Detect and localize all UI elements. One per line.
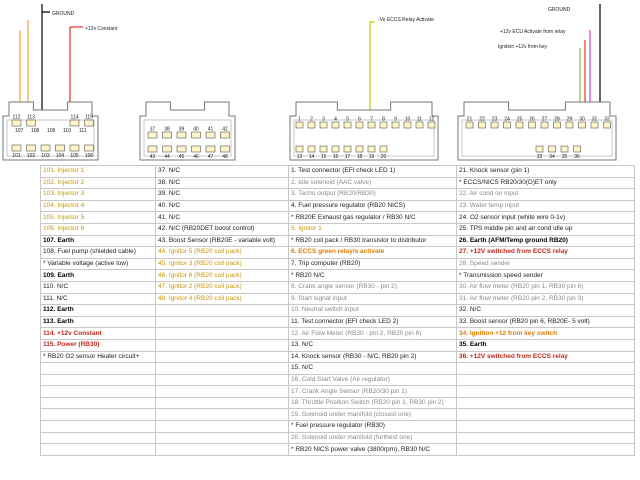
pin-number-9: 9 xyxy=(394,116,397,123)
pin-socket xyxy=(12,120,21,126)
table-cell: 39. N/C xyxy=(156,189,289,201)
pin-number-8: 8 xyxy=(382,116,385,123)
table-row xyxy=(41,258,635,270)
table-cell: 31. Air flow meter (RB20 pin 2, RB30 pin 3) xyxy=(457,293,635,305)
pin-socket xyxy=(221,132,230,138)
pin-number-27: 27 xyxy=(541,116,548,123)
pin-number-113: 113 xyxy=(27,114,35,121)
pin-number-36: 36 xyxy=(574,154,580,160)
pin-socket xyxy=(566,122,573,128)
table-cell: 25. TPS middle pin and air cond idle up xyxy=(457,223,635,235)
table-cell: 17. Crank Angle Sensor (RB20/30 pin 1) xyxy=(289,386,457,398)
table-cell xyxy=(156,397,289,409)
pin-socket xyxy=(27,145,36,151)
pin-socket xyxy=(192,132,201,138)
table-cell xyxy=(457,432,635,444)
pin-number-106: 106 xyxy=(84,153,94,159)
table-cell: 6. ECCS green relay/s activate xyxy=(289,247,457,259)
table-row xyxy=(41,200,635,212)
table-row xyxy=(41,316,635,328)
table-row xyxy=(41,281,635,293)
pin-socket xyxy=(356,122,363,128)
table-cell xyxy=(41,409,156,421)
pin-number-37: 37 xyxy=(149,126,156,133)
pin-socket xyxy=(206,132,215,138)
table-cell: 37. N/C xyxy=(156,166,289,178)
pin-number-1: 1 xyxy=(298,116,301,123)
table-cell: 19. Solenoid under manifold (closest one) xyxy=(289,409,457,421)
table-cell: 47. Ignitor 2 (RB20 coil pack) xyxy=(156,281,289,293)
table-cell: 40. N/C xyxy=(156,200,289,212)
table-cell: 35. Earth xyxy=(457,339,635,351)
table-cell: 115. Power (RB30) xyxy=(41,339,156,351)
wire-ground-left-black xyxy=(42,4,50,12)
table-cell: 34. Ignition +12 from key switch xyxy=(457,328,635,340)
table-cell: 105. Injector 5 xyxy=(41,212,156,224)
wire-label-ground-left: GROUND xyxy=(52,11,75,17)
pin-socket xyxy=(148,146,157,152)
table-row xyxy=(41,189,635,201)
pin-socket xyxy=(516,122,523,128)
pin-socket xyxy=(380,122,387,128)
connector-1 xyxy=(3,102,98,160)
connectors xyxy=(3,102,616,160)
table-cell: * RB20 N/C xyxy=(289,270,457,282)
pin-socket xyxy=(70,145,79,151)
pin-number-3: 3 xyxy=(322,116,325,123)
pin-number-35: 35 xyxy=(561,154,568,160)
pin-socket xyxy=(206,146,215,152)
pin-socket xyxy=(504,122,511,128)
table-cell: 4. Fuel pressure regulator (RB20 NICS) xyxy=(289,200,457,212)
pin-number-103: 103 xyxy=(41,153,50,159)
table-row xyxy=(41,305,635,317)
pin-number-105: 105 xyxy=(70,153,79,159)
table-cell xyxy=(457,374,635,386)
table-cell: 33. Boost sensor (RB20 pin 6, RB20E- 5 volt) xyxy=(457,316,635,328)
pin-socket xyxy=(192,146,201,152)
pin-number-30: 30 xyxy=(579,116,585,123)
table-cell: 26. Earth (AFM/Temp ground RB20) xyxy=(457,235,635,247)
table-cell: 10. Neutral switch input xyxy=(289,305,457,317)
table-cell: 13. N/C xyxy=(289,339,457,351)
table-cell: 103. Injector 3 xyxy=(41,189,156,201)
table-row xyxy=(41,328,635,340)
table-cell xyxy=(156,316,289,328)
table-row xyxy=(41,444,635,456)
table-cell xyxy=(457,409,635,421)
pin-number-38: 38 xyxy=(164,126,170,133)
table-cell: 111. N/C xyxy=(41,293,156,305)
pin-socket xyxy=(479,122,486,128)
pin-number-19: 19 xyxy=(368,154,375,160)
pin-number-34: 34 xyxy=(549,154,555,160)
table-row xyxy=(41,374,635,386)
pin-socket xyxy=(332,122,339,128)
table-cell: 24. O2 sensor input (white wire 0-1v) xyxy=(457,212,635,224)
pin-socket xyxy=(428,122,435,128)
table-cell: 15. N/C xyxy=(289,363,457,375)
pin-socket xyxy=(85,145,94,151)
table-cell: 28. Speed sender xyxy=(457,258,635,270)
pin-number-115: 115 xyxy=(85,114,93,121)
pin-number-39: 39 xyxy=(178,126,185,133)
pin-socket xyxy=(536,146,543,152)
pin-number-4: 4 xyxy=(334,116,337,123)
table-cell: 36. +12V switched from ECCS relay xyxy=(457,351,635,363)
pin-socket xyxy=(591,122,598,128)
table-row xyxy=(41,409,635,421)
table-cell xyxy=(41,397,156,409)
table-cell: 102. Injector 2 xyxy=(41,177,156,189)
pin-socket xyxy=(163,132,172,138)
table-cell xyxy=(41,444,156,456)
table-row xyxy=(41,351,635,363)
table-cell xyxy=(41,374,156,386)
pin-number-41: 41 xyxy=(207,126,214,133)
pin-number-48: 48 xyxy=(222,154,228,160)
pin-socket xyxy=(332,146,339,152)
pin-socket xyxy=(308,146,315,152)
pin-socket xyxy=(177,132,186,138)
table-row xyxy=(41,235,635,247)
pin-socket xyxy=(148,132,157,138)
table-cell xyxy=(41,363,156,375)
pin-number-110: 110 xyxy=(63,128,71,134)
table-cell: * RB20 O2 sensor Heater circuit+ xyxy=(41,351,156,363)
pin-number-16: 16 xyxy=(332,154,339,160)
table-cell: 8. Crank angle sensor (RB30 - pin 2) xyxy=(289,281,457,293)
pin-number-29: 29 xyxy=(566,116,573,123)
pin-socket xyxy=(56,145,65,151)
table-cell: 110. N/C xyxy=(41,281,156,293)
pin-socket xyxy=(392,122,399,128)
table-cell xyxy=(457,444,635,456)
pin-socket xyxy=(163,146,172,152)
pin-socket xyxy=(466,122,473,128)
table-cell: 46. Ignitor 6 (RB20 coil pack) xyxy=(156,270,289,282)
table-row xyxy=(41,432,635,444)
pin-number-28: 28 xyxy=(554,116,560,123)
table-cell xyxy=(156,432,289,444)
table-row xyxy=(41,177,635,189)
pin-number-18: 18 xyxy=(356,154,363,160)
table-cell: 45. Ignitor 3 (RB20 coil pack) xyxy=(156,258,289,270)
pin-number-33: 33 xyxy=(536,154,543,160)
table-cell: 41. N/C xyxy=(156,212,289,224)
wire-label-12v-constant: +12v Constant xyxy=(85,26,118,32)
pin-socket xyxy=(368,146,375,152)
table-cell: 27. +12V switched from ECCS relay xyxy=(457,247,635,259)
pin-socket xyxy=(579,122,586,128)
table-row xyxy=(41,421,635,433)
table-cell xyxy=(156,409,289,421)
table-cell: 101. Injector 1 xyxy=(41,166,156,178)
pin-socket xyxy=(404,122,411,128)
table-cell: * ECCS/NICS RB20/30(D)ET only xyxy=(457,177,635,189)
pin-socket xyxy=(529,122,536,128)
table-cell: 109. Earth xyxy=(41,270,156,282)
connector-2 xyxy=(140,102,235,160)
table-cell xyxy=(156,351,289,363)
table-cell: 14. Knock sensor (RB30 - N/C, RB20 pin 2) xyxy=(289,351,457,363)
pin-socket xyxy=(320,146,327,152)
pin-socket xyxy=(41,145,50,151)
pin-socket xyxy=(416,122,423,128)
pin-number-112: 112 xyxy=(12,114,21,121)
pin-number-109: 109 xyxy=(47,128,56,134)
pin-number-43: 43 xyxy=(149,154,156,160)
table-cell: 7. Trip computer (RB20) xyxy=(289,258,457,270)
table-cell: 2. Idle solenoid (AAC valve) xyxy=(289,177,457,189)
table-cell: 32. N/C xyxy=(457,305,635,317)
pin-number-10: 10 xyxy=(404,116,411,123)
pin-number-21: 21 xyxy=(466,116,473,123)
pin-socket xyxy=(70,120,79,126)
table-row xyxy=(41,339,635,351)
table-cell xyxy=(156,305,289,317)
table-cell: 106. Injector 6 xyxy=(41,223,156,235)
table-cell xyxy=(156,386,289,398)
table-cell: 9. Start signal input xyxy=(289,293,457,305)
pin-number-23: 23 xyxy=(491,116,498,123)
pin-number-46: 46 xyxy=(193,154,199,160)
pin-socket xyxy=(85,120,94,126)
pin-number-25: 25 xyxy=(516,116,523,123)
table-cell: 104. Injector 4 xyxy=(41,200,156,212)
pin-socket xyxy=(368,122,375,128)
table-cell: 112. Earth xyxy=(41,305,156,317)
pin-number-111: 111 xyxy=(79,128,87,134)
table-cell xyxy=(156,444,289,456)
pin-socket xyxy=(308,122,315,128)
table-cell xyxy=(457,397,635,409)
pin-socket xyxy=(356,146,363,152)
pin-number-13: 13 xyxy=(296,154,303,160)
table-cell: 30. Air flow meter (RB20 pin 1, RB30 pin 6) xyxy=(457,281,635,293)
pin-number-6: 6 xyxy=(358,116,361,123)
table-cell: 11. Test connector (EFI check LED 2) xyxy=(289,316,457,328)
pin-number-7: 7 xyxy=(370,116,373,123)
table-cell: * RB20 coil pack / RB30 transistor to distributor xyxy=(289,235,457,247)
table-cell xyxy=(156,339,289,351)
table-row xyxy=(41,212,635,224)
table-cell: * RB20E Exhaust gas regulator / RB30 N/C xyxy=(289,212,457,224)
table-cell: 5. Ignitor 1 xyxy=(289,223,457,235)
table-cell: 1. Test connector (EFI check LED 1) xyxy=(289,166,457,178)
table-cell xyxy=(156,363,289,375)
pin-socket xyxy=(380,146,387,152)
table-cell: 43. Boost Sensor (RB20E - variable volt) xyxy=(156,235,289,247)
pin-socket xyxy=(344,146,351,152)
pin-number-11: 11 xyxy=(416,116,423,123)
pin-socket xyxy=(320,122,327,128)
pin-number-12: 12 xyxy=(428,116,435,123)
pin-number-31: 31 xyxy=(591,116,598,123)
table-row xyxy=(41,363,635,375)
pin-number-24: 24 xyxy=(504,116,510,123)
pin-socket xyxy=(27,120,36,126)
pin-socket xyxy=(12,145,21,151)
table-cell: 12. Air Flow Meter (RB30 - pin 2, RB20 pin 6) xyxy=(289,328,457,340)
table-cell: 48. Ignitor 4 (RB20 coil pack) xyxy=(156,293,289,305)
pin-socket xyxy=(491,122,498,128)
table-cell: * Fuel pressure regulator (RB30) xyxy=(289,421,457,433)
table-cell: 21. Knock sensor (pin 1) xyxy=(457,166,635,178)
pin-number-17: 17 xyxy=(344,154,351,160)
table-cell: 20. Solenoid under manifold (furthest one) xyxy=(289,432,457,444)
table-cell: 114. +12v Constant xyxy=(41,328,156,340)
pin-socket xyxy=(561,146,568,152)
pin-number-32: 32 xyxy=(604,116,610,123)
pin-number-14: 14 xyxy=(308,154,315,160)
table-cell xyxy=(457,386,635,398)
connector-4 xyxy=(458,102,616,160)
pin-socket xyxy=(344,122,351,128)
table-row xyxy=(41,166,635,178)
pin-number-45: 45 xyxy=(178,154,185,160)
table-cell xyxy=(41,421,156,433)
table-cell xyxy=(156,374,289,386)
pin-socket xyxy=(604,122,611,128)
pin-number-40: 40 xyxy=(193,126,199,133)
wire-label-eccs-relay: -Ve ECCS Relay Activate xyxy=(378,17,434,23)
pin-socket xyxy=(177,146,186,152)
table-cell: * RB20 NICS power valve (3800rpm), RB30 N/C xyxy=(289,444,457,456)
pin-number-107: 107 xyxy=(15,128,24,134)
table-row xyxy=(41,386,635,398)
pin-number-5: 5 xyxy=(346,116,349,123)
table-row xyxy=(41,270,635,282)
wire-label-ecu-activate: +12v ECU Activate from relay xyxy=(500,29,566,35)
pin-socket xyxy=(296,146,303,152)
pin-number-114: 114 xyxy=(70,114,79,121)
pin-number-108: 108 xyxy=(31,128,40,134)
table-cell: 23. Water temp input xyxy=(457,200,635,212)
table-cell xyxy=(156,421,289,433)
table-cell: 42. N/C (RB20DET boost control) xyxy=(156,223,289,235)
table-cell: 44. Ignitor 5 (RB20 coil pack) xyxy=(156,247,289,259)
pin-socket xyxy=(296,122,303,128)
table-cell: * Variable voltage (active low) xyxy=(41,258,156,270)
table-cell: 38. N/C xyxy=(156,177,289,189)
pin-number-102: 102 xyxy=(26,153,36,159)
pin-socket xyxy=(554,122,561,128)
pin-socket xyxy=(221,146,230,152)
table-cell: 22. Air cond on input xyxy=(457,189,635,201)
pin-number-101: 101 xyxy=(12,153,21,159)
pin-number-42: 42 xyxy=(222,126,228,133)
pin-number-44: 44 xyxy=(164,154,170,160)
table-cell: 108. Fuel pump (shielded cable) xyxy=(41,247,156,259)
table-cell xyxy=(156,328,289,340)
pin-number-20: 20 xyxy=(380,154,387,160)
table-cell: 16. Cold Start Valve (Air regulator) xyxy=(289,374,457,386)
table-row xyxy=(41,247,635,259)
table-cell: * Transmission speed sender xyxy=(457,270,635,282)
table-cell: 18. Throttle Position Switch (RB20 pin 1, RB30 pin 2) xyxy=(289,397,457,409)
pinout-table xyxy=(40,165,635,456)
wire-label-ground-right: GROUND xyxy=(548,7,571,13)
table-row xyxy=(41,293,635,305)
table-row xyxy=(41,397,635,409)
table-cell xyxy=(41,386,156,398)
pin-number-104: 104 xyxy=(55,153,65,159)
pin-number-22: 22 xyxy=(479,116,485,123)
table-cell xyxy=(457,421,635,433)
pin-socket xyxy=(541,122,548,128)
connector-diagram xyxy=(0,0,640,165)
pin-number-2: 2 xyxy=(310,116,313,123)
pin-number-15: 15 xyxy=(320,154,327,160)
pin-socket xyxy=(549,146,556,152)
wire-label-ignition: Ignition +12v from key xyxy=(498,44,548,50)
table-cell xyxy=(457,363,635,375)
connector-3 xyxy=(290,102,438,160)
pin-number-47: 47 xyxy=(207,154,214,160)
table-cell xyxy=(41,432,156,444)
table-row xyxy=(41,223,635,235)
table-cell: 3. Tacho output (RB20/RB30) xyxy=(289,189,457,201)
table-cell: 113. Earth xyxy=(41,316,156,328)
pin-socket xyxy=(574,146,581,152)
table-cell: 107. Earth xyxy=(41,235,156,247)
pin-number-26: 26 xyxy=(529,116,535,123)
